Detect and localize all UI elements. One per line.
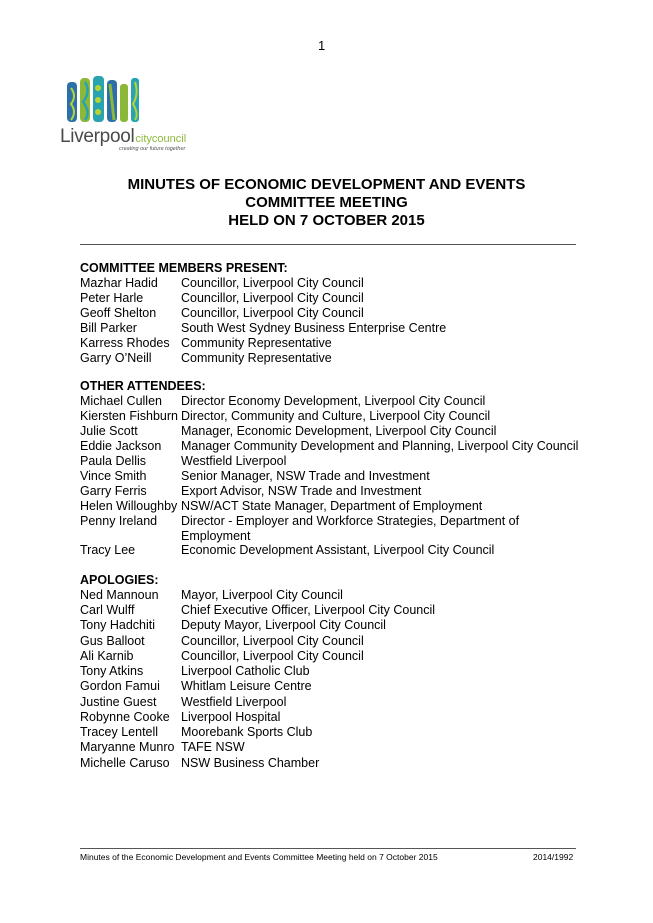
apology-name: Maryanne Munro	[80, 740, 175, 754]
attendee-role: Director, Community and Culture, Liverpool City Council	[181, 409, 491, 423]
footer-divider	[80, 848, 576, 849]
member-role: Councillor, Liverpool City Council	[181, 291, 364, 305]
apology-name: Tony Hadchiti	[80, 618, 156, 632]
attendee-role: Manager Community Development and Planning, Liverpool City Council	[181, 439, 579, 453]
attendee-role: Manager, Economic Development, Liverpool City Council	[181, 424, 497, 438]
attendees-heading: OTHER ATTENDEES:	[80, 379, 206, 393]
attendee-name: Vince Smith	[80, 469, 147, 483]
member-name: Peter Harle	[80, 291, 144, 305]
apology-role: Councillor, Liverpool City Council	[181, 634, 364, 648]
footer-text: Minutes of the Economic Development and Events Committee Meeting held on 7 October 2015	[80, 852, 438, 862]
logo-tagline: creating our future together	[119, 146, 186, 152]
logo-emblem-icon	[65, 74, 145, 126]
apology-role: NSW Business Chamber	[181, 756, 320, 770]
member-name: Garry O’Neill	[80, 351, 152, 365]
apology-role: Mayor, Liverpool City Council	[181, 588, 343, 602]
title-line-1: MINUTES OF ECONOMIC DEVELOPMENT AND EVENTS	[127, 176, 526, 193]
apology-role: Councillor, Liverpool City Council	[181, 649, 364, 663]
apology-role: TAFE NSW	[181, 740, 245, 754]
council-logo	[60, 74, 210, 154]
apology-name: Robynne Cooke	[80, 710, 170, 724]
attendee-role: Director - Employer and Workforce Strategies, Department of Employment	[181, 514, 520, 543]
apology-name: Gus Balloot	[80, 634, 145, 648]
attendee-role: NSW/ACT State Manager, Department of Employment	[181, 499, 483, 513]
member-role: South West Sydney Business Enterprise Centre	[181, 321, 447, 335]
attendee-name: Michael Cullen	[80, 394, 162, 408]
apology-role: Westfield Liverpool	[181, 695, 287, 709]
attendee-role: Director Economy Development, Liverpool City Council	[181, 394, 486, 408]
title-divider	[80, 244, 576, 245]
title-line-2: COMMITTEE MEETING	[245, 194, 408, 211]
apology-role: Whitlam Leisure Centre	[181, 679, 312, 693]
member-name: Bill Parker	[80, 321, 137, 335]
apology-name: Ned Mannoun	[80, 588, 159, 602]
member-name: Mazhar Hadid	[80, 276, 158, 290]
footer-reference: 2014/1992	[533, 852, 574, 862]
logo-wordmark	[60, 126, 186, 148]
attendee-name: Paula Dellis	[80, 454, 147, 468]
attendee-role: Export Advisor, NSW Trade and Investment	[181, 484, 422, 498]
apology-role: Liverpool Hospital	[181, 710, 281, 724]
attendee-name: Tracy Lee	[80, 543, 136, 557]
apologies-heading: APOLOGIES:	[80, 573, 159, 587]
apology-name: Carl Wulff	[80, 603, 135, 617]
attendee-name: Julie Scott	[80, 424, 138, 438]
attendee-name: Kiersten Fishburn	[80, 409, 178, 423]
apology-name: Michelle Caruso	[80, 756, 170, 770]
apology-role: Chief Executive Officer, Liverpool City Council	[181, 603, 436, 617]
apology-name: Justine Guest	[80, 695, 157, 709]
apology-name: Ali Karnib	[80, 649, 134, 663]
attendee-role: Senior Manager, NSW Trade and Investment	[181, 469, 430, 483]
member-name: Karress Rhodes	[80, 336, 170, 350]
logo-word-sub: citycouncil	[135, 133, 187, 145]
member-role: Community Representative	[181, 351, 332, 365]
member-role: Councillor, Liverpool City Council	[181, 276, 364, 290]
attendee-name: Eddie Jackson	[80, 439, 162, 453]
title-line-3: HELD ON 7 OCTOBER 2015	[228, 212, 425, 229]
members-heading: COMMITTEE MEMBERS PRESENT:	[80, 261, 288, 275]
attendee-role: Economic Development Assistant, Liverpool City Council	[181, 543, 495, 557]
page-number: 1	[318, 38, 326, 53]
document-title	[0, 176, 653, 230]
attendee-role: Westfield Liverpool	[181, 454, 287, 468]
apology-role: Liverpool Catholic Club	[181, 664, 310, 678]
apology-name: Tony Atkins	[80, 664, 144, 678]
member-role: Community Representative	[181, 336, 332, 350]
apology-name: Gordon Famui	[80, 679, 160, 693]
apology-role: Deputy Mayor, Liverpool City Council	[181, 618, 386, 632]
attendee-name: Garry Ferris	[80, 484, 147, 498]
attendee-name: Helen Willoughby	[80, 499, 178, 513]
attendee-name: Penny Ireland	[80, 514, 158, 528]
apology-name: Tracey Lentell	[80, 725, 159, 739]
apology-role: Moorebank Sports Club	[181, 725, 313, 739]
logo-word-main: Liverpool	[60, 126, 135, 147]
member-role: Councillor, Liverpool City Council	[181, 306, 364, 320]
member-name: Geoff Shelton	[80, 306, 157, 320]
